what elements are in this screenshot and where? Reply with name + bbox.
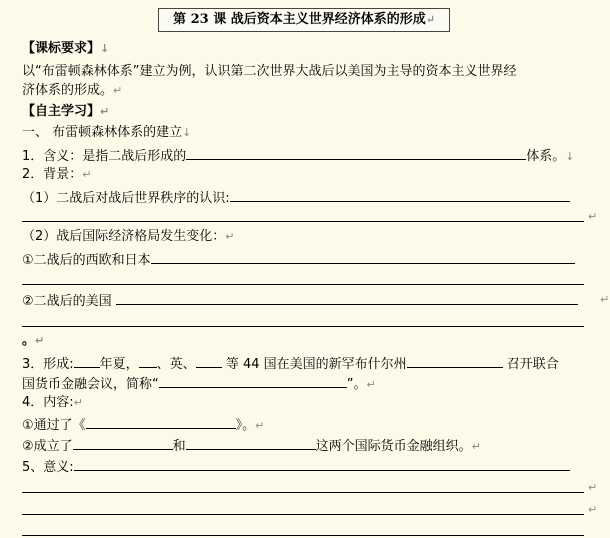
question-2-2a: ①二战后的西欧和日本 — [22, 250, 575, 269]
question-4-2: ②成立了 和 这两个国际货币金融组织。↵ — [22, 436, 481, 455]
blank[interactable] — [230, 188, 570, 202]
standards-text-line2: 济体系的形成。↵ — [22, 83, 123, 98]
blank[interactable] — [186, 146, 526, 160]
question-2-2b: ②二战后的美国 — [22, 291, 578, 310]
blank[interactable] — [73, 436, 173, 450]
self-study-heading: 【自主学习】↵ — [22, 104, 110, 119]
question-5: 5、意义: — [22, 457, 570, 476]
title-text: 第 23 课 战后资本主义世界经济体系的形成 — [173, 12, 426, 27]
blank[interactable] — [407, 354, 503, 368]
blank[interactable] — [116, 291, 578, 305]
question-3: 3．形成: 年夏， 、英、 等 44 国在美国的新罕布什尔州 召开联合 — [22, 354, 559, 373]
blank[interactable] — [86, 415, 236, 429]
answer-line[interactable] — [22, 221, 584, 222]
paragraph-mark: ↵ — [425, 13, 435, 26]
blank[interactable] — [186, 436, 316, 450]
question-2-2: （2）战后国际经济格局发生变化：↵ — [22, 229, 235, 244]
blank[interactable] — [74, 457, 570, 471]
standards-text-line1: 以“布雷顿森林体系”建立为例，认识第二次世界大战后以美国为主导的资本主义世界经 — [22, 64, 517, 79]
answer-line[interactable] — [22, 326, 584, 327]
question-2-2b-end: 。↵ — [22, 333, 45, 348]
question-2: 2．背景：↵ — [22, 167, 92, 182]
standards-heading: 【课标要求】↓ — [22, 41, 110, 56]
part1-heading: 一、 布雷顿森林体系的建立↓ — [22, 125, 192, 140]
paragraph-mark: ↵ — [588, 481, 598, 494]
question-4: 4．内容:↵ — [22, 395, 83, 410]
question-3-line2: 国货币金融会议，简称“ ”。↵ — [22, 374, 376, 393]
blank[interactable] — [159, 374, 347, 388]
blank[interactable] — [139, 354, 157, 368]
paragraph-mark: ↵ — [588, 210, 598, 223]
blank[interactable] — [196, 354, 222, 368]
paragraph-mark: ↵ — [588, 503, 598, 516]
blank[interactable] — [74, 354, 100, 368]
question-4-1: ①通过了《 》。↵ — [22, 415, 264, 434]
answer-line[interactable] — [22, 492, 584, 493]
question-2-1: （1）二战后对战后世界秩序的认识: — [22, 188, 570, 207]
answer-line[interactable] — [22, 535, 584, 536]
page-title — [158, 8, 450, 32]
question-1: 1．含义：是指二战后形成的 体系。↓ — [22, 146, 575, 165]
answer-line[interactable] — [22, 284, 584, 285]
blank[interactable] — [151, 250, 575, 264]
paragraph-mark: ↵ — [600, 293, 610, 306]
answer-line[interactable] — [22, 514, 584, 515]
